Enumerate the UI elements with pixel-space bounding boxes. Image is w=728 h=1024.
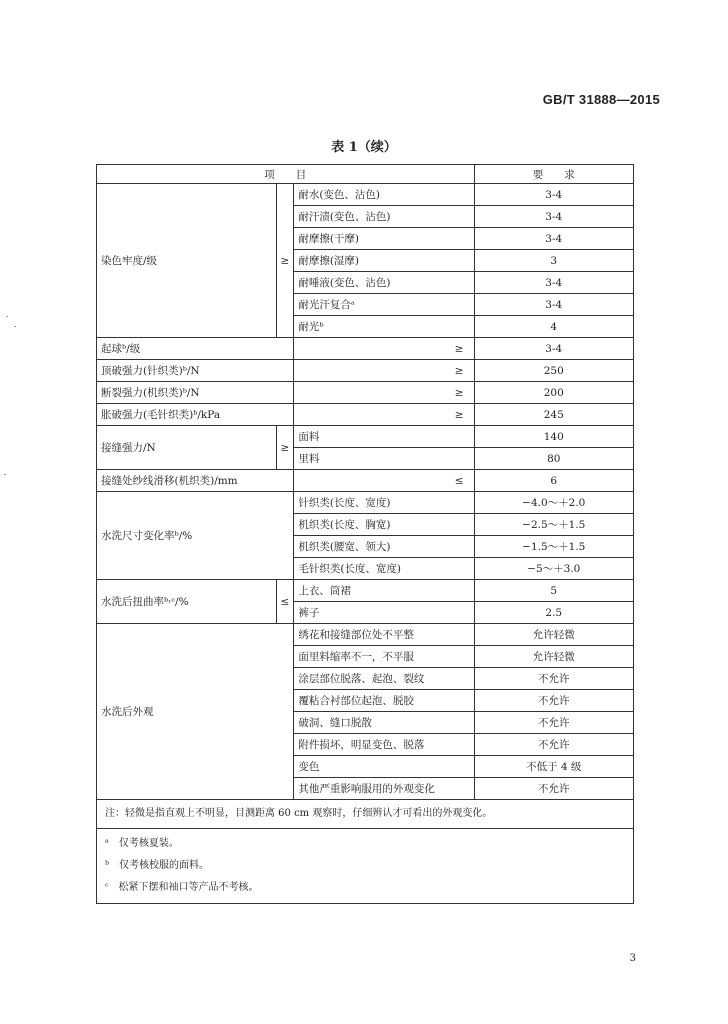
scan-speck bbox=[4, 474, 6, 475]
row-item: 耐光汗复合ᵃ bbox=[294, 294, 474, 316]
row-value: 3 bbox=[474, 250, 633, 272]
row-value: 不允许 bbox=[474, 778, 633, 800]
row-label: 接缝处纱线滑移(机织类)/mm bbox=[97, 470, 294, 492]
table-row bbox=[97, 624, 634, 646]
row-value: 不允许 bbox=[474, 690, 633, 712]
scan-speck bbox=[6, 316, 8, 317]
table-title: 表 1（续） bbox=[331, 140, 397, 155]
requirement-column-header: 要 求 bbox=[474, 165, 633, 184]
row-value: 6 bbox=[474, 470, 633, 492]
row-item: 破洞、缝口脱散 bbox=[294, 712, 474, 734]
row-item: 其他严重影响服用的外观变化 bbox=[294, 778, 474, 800]
footnote-b: ᵇ 仅考核校服的面料。 bbox=[105, 860, 209, 871]
color-fastness-op: ≥ bbox=[276, 184, 294, 338]
table-row bbox=[97, 360, 634, 382]
row-item: 面里料缩率不一，不平服 bbox=[294, 646, 474, 668]
row-item: 绣花和接缝部位处不平整 bbox=[294, 624, 474, 646]
row-value: 允许轻微 bbox=[474, 624, 633, 646]
table-row bbox=[97, 338, 634, 360]
row-item: 机织类(腰宽、领大) bbox=[294, 536, 474, 558]
row-item: 附件损坏，明显变色、脱落 bbox=[294, 734, 474, 756]
footnote-c: ᶜ 松紧下摆和袖口等产品不考核。 bbox=[105, 882, 259, 893]
row-value: −5～＋3.0 bbox=[474, 558, 633, 580]
row-value: 3-4 bbox=[474, 294, 633, 316]
row-value: 4 bbox=[474, 316, 633, 338]
row-value: 140 bbox=[474, 426, 633, 448]
dimensional-change-label: 水洗尺寸变化率ᵇ/% bbox=[97, 492, 294, 580]
row-item: 机织类(长度、胸宽) bbox=[294, 514, 474, 536]
row-item: 针织类(长度、宽度) bbox=[294, 492, 474, 514]
row-item: 耐摩擦(干摩) bbox=[294, 228, 474, 250]
row-value: 5 bbox=[474, 580, 633, 602]
table-row bbox=[97, 580, 634, 602]
skewing-op: ≤ bbox=[276, 580, 294, 624]
row-item: 耐摩擦(湿摩) bbox=[294, 250, 474, 272]
standard-number: GB/T 31888—2015 bbox=[542, 92, 660, 107]
row-value: 不允许 bbox=[474, 712, 633, 734]
row-value: −2.5～＋1.5 bbox=[474, 514, 633, 536]
row-label: 断裂强力(机织类)ᵇ/N bbox=[97, 382, 294, 404]
table-notes bbox=[97, 800, 634, 829]
row-op: ≥ bbox=[294, 404, 474, 426]
table-row bbox=[97, 470, 634, 492]
row-op: ≥ bbox=[294, 382, 474, 404]
row-item: 耐汗渍(变色、沾色) bbox=[294, 206, 474, 228]
seam-strength-op: ≥ bbox=[276, 426, 294, 470]
row-value: 2.5 bbox=[474, 602, 633, 624]
footnote-a: ᵃ 仅考核夏装。 bbox=[105, 838, 179, 849]
row-value: 不允许 bbox=[474, 668, 633, 690]
row-value: 3-4 bbox=[474, 184, 633, 206]
row-op: ≥ bbox=[294, 360, 474, 382]
row-item: 覆粘合衬部位起泡、脱胶 bbox=[294, 690, 474, 712]
row-item: 耐唾液(变色、沾色) bbox=[294, 272, 474, 294]
note-main: 注：轻微是指直观上不明显，目测距离 60 cm 观察时，仔细辨认才可看出的外观变化。 bbox=[105, 808, 493, 819]
row-value: 80 bbox=[474, 448, 633, 470]
row-value: 250 bbox=[474, 360, 633, 382]
row-value: 245 bbox=[474, 404, 633, 426]
row-label: 胀破强力(毛针织类)ᵇ/kPa bbox=[97, 404, 294, 426]
table-row bbox=[97, 184, 634, 206]
requirements-table bbox=[96, 164, 634, 904]
row-label: 起球ᵇ/级 bbox=[97, 338, 294, 360]
row-item: 耐光ᵇ bbox=[294, 316, 474, 338]
row-value: 200 bbox=[474, 382, 633, 404]
table-footnotes-row bbox=[97, 829, 634, 904]
row-item: 涂层部位脱落、起泡、裂纹 bbox=[294, 668, 474, 690]
color-fastness-label: 染色牢度/级 bbox=[97, 184, 277, 338]
row-op: ≥ bbox=[294, 338, 474, 360]
row-value: 允许轻微 bbox=[474, 646, 633, 668]
appearance-label: 水洗后外观 bbox=[97, 624, 294, 800]
row-item: 上衣、筒裙 bbox=[294, 580, 474, 602]
row-item: 耐水(变色、沾色) bbox=[294, 184, 474, 206]
row-value: −4.0～＋2.0 bbox=[474, 492, 633, 514]
scan-speck bbox=[14, 326, 16, 327]
row-item: 面料 bbox=[294, 426, 474, 448]
table-footnotes bbox=[97, 829, 634, 904]
table-header-row bbox=[97, 165, 634, 184]
row-item: 里料 bbox=[294, 448, 474, 470]
row-value: 3-4 bbox=[474, 338, 633, 360]
item-column-header: 项 目 bbox=[97, 165, 475, 184]
row-value: 不允许 bbox=[474, 734, 633, 756]
row-value: 3-4 bbox=[474, 228, 633, 250]
row-value: 不低于 4 级 bbox=[474, 756, 633, 778]
row-label: 顶破强力(针织类)ᵇ/N bbox=[97, 360, 294, 382]
seam-strength-label: 接缝强力/N bbox=[97, 426, 277, 470]
table-row bbox=[97, 382, 634, 404]
page-number: 3 bbox=[629, 953, 636, 964]
row-value: 3-4 bbox=[474, 272, 633, 294]
row-value: −1.5～＋1.5 bbox=[474, 536, 633, 558]
row-item: 裤子 bbox=[294, 602, 474, 624]
skewing-label: 水洗后扭曲率ᵇ˒ᶜ/% bbox=[97, 580, 277, 624]
row-value: 3-4 bbox=[474, 206, 633, 228]
row-op: ≤ bbox=[294, 470, 474, 492]
table-row bbox=[97, 426, 634, 448]
table-notes-row bbox=[97, 800, 634, 829]
table-row bbox=[97, 404, 634, 426]
row-item: 毛针织类(长度、宽度) bbox=[294, 558, 474, 580]
table-row bbox=[97, 492, 634, 514]
row-item: 变色 bbox=[294, 756, 474, 778]
